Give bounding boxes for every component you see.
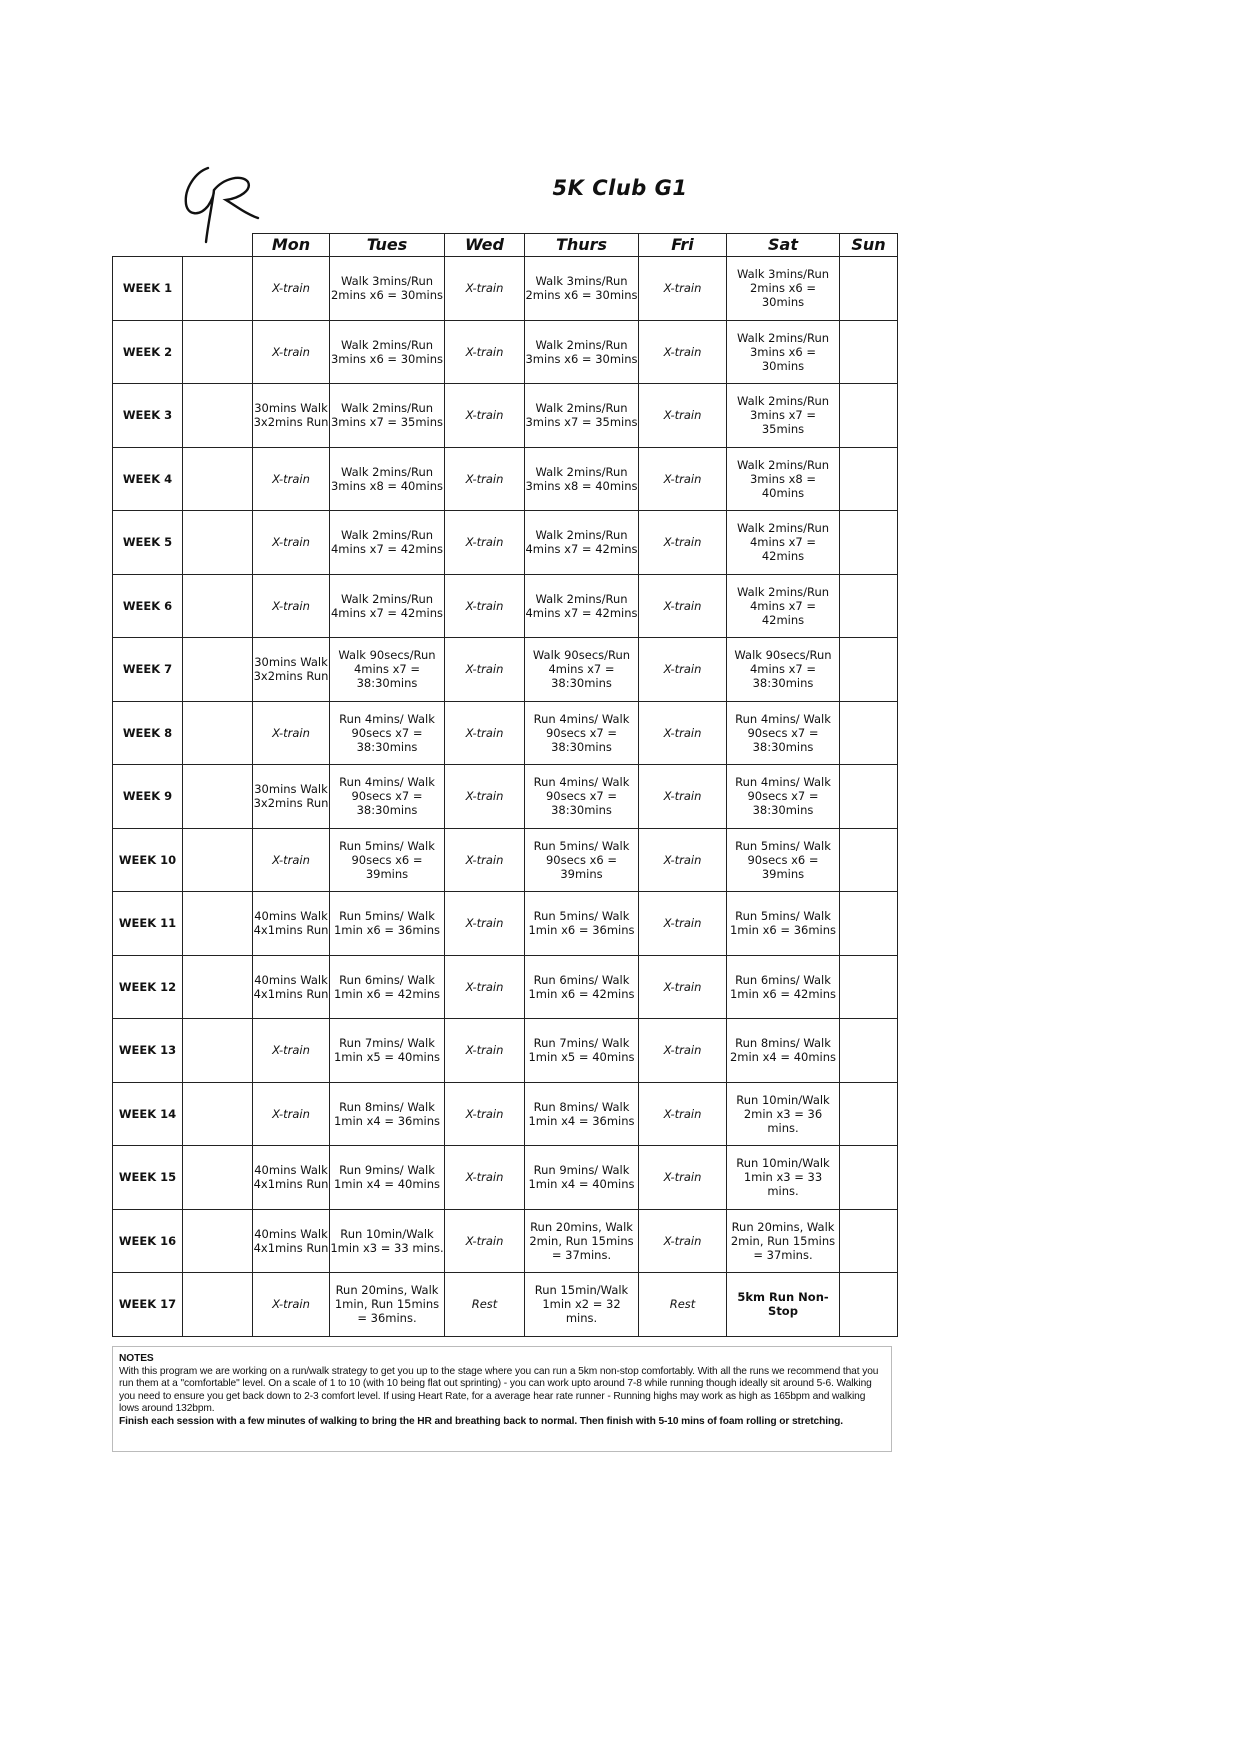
week-blank-cell	[183, 1019, 253, 1083]
workout-cell-mon: X-train	[253, 701, 330, 765]
workout-cell-wed: X-train	[445, 828, 525, 892]
workout-cell-thurs: Run 4mins/ Walk 90secs x7 = 38:30mins	[525, 701, 639, 765]
week-blank-cell	[183, 384, 253, 448]
week-blank-cell	[183, 511, 253, 575]
week-blank-cell	[183, 765, 253, 829]
workout-cell-tues: Walk 2mins/Run 3mins x8 = 40mins	[330, 447, 445, 511]
workout-cell-wed: X-train	[445, 955, 525, 1019]
week-row	[113, 892, 898, 956]
week-row	[113, 828, 898, 892]
week-blank-cell	[183, 1146, 253, 1210]
workout-cell-sat: Walk 2mins/Run 4mins x7 = 42mins	[727, 574, 840, 638]
page-title: 5K Club G1	[552, 176, 688, 200]
workout-cell-tues: Run 8mins/ Walk 1min x4 = 36mins	[330, 1082, 445, 1146]
workout-cell-sat: Walk 3mins/Run 2mins x6 = 30mins	[727, 257, 840, 321]
workout-cell-tues: Walk 3mins/Run 2mins x6 = 30mins	[330, 257, 445, 321]
week-blank-cell	[183, 892, 253, 956]
day-header: Fri	[639, 234, 727, 257]
workout-cell-thurs: Walk 2mins/Run 3mins x8 = 40mins	[525, 447, 639, 511]
workout-cell-fri: X-train	[639, 320, 727, 384]
week-row	[113, 1146, 898, 1210]
week-blank-cell	[183, 257, 253, 321]
workout-cell-sat: Run 10min/Walk 1min x3 = 33 mins.	[727, 1146, 840, 1210]
workout-cell-wed: X-train	[445, 1019, 525, 1083]
week-label: WEEK 9	[113, 765, 183, 829]
workout-cell-sat: Run 8mins/ Walk 2min x4 = 40mins	[727, 1019, 840, 1083]
workout-cell-fri: X-train	[639, 638, 727, 702]
week-row	[113, 511, 898, 575]
workout-cell-mon: X-train	[253, 320, 330, 384]
workout-cell-thurs: Run 5mins/ Walk 90secs x6 = 39mins	[525, 828, 639, 892]
workout-cell-tues: Run 10min/Walk 1min x3 = 33 mins.	[330, 1209, 445, 1273]
workout-cell-sun	[840, 1146, 898, 1210]
week-label: WEEK 8	[113, 701, 183, 765]
workout-cell-sun	[840, 828, 898, 892]
workout-cell-fri: X-train	[639, 828, 727, 892]
week-blank-cell	[183, 447, 253, 511]
workout-cell-sat: Run 4mins/ Walk 90secs x7 = 38:30mins	[727, 765, 840, 829]
day-header: Sun	[840, 234, 898, 257]
workout-cell-sat: Walk 2mins/Run 4mins x7 = 42mins	[727, 511, 840, 575]
header-blank	[113, 234, 183, 257]
workout-cell-wed: X-train	[445, 701, 525, 765]
week-label: WEEK 15	[113, 1146, 183, 1210]
workout-cell-sun	[840, 892, 898, 956]
workout-cell-wed: X-train	[445, 384, 525, 448]
notes-footer: Finish each session with a few minutes of walking to bring the HR and breathing back to normal. Then finish with 5-10 mins of foam rolling or stretching.	[119, 1415, 843, 1427]
workout-cell-mon: 30mins Walk 3x2mins Run	[253, 638, 330, 702]
workout-cell-tues: Run 5mins/ Walk 1min x6 = 36mins	[330, 892, 445, 956]
week-row	[113, 574, 898, 638]
workout-cell-fri: X-train	[639, 447, 727, 511]
week-row	[113, 765, 898, 829]
workout-cell-sat: Run 6mins/ Walk 1min x6 = 42mins	[727, 955, 840, 1019]
workout-cell-tues: Walk 90secs/Run 4mins x7 = 38:30mins	[330, 638, 445, 702]
workout-cell-wed: X-train	[445, 574, 525, 638]
workout-cell-sat: Walk 90secs/Run 4mins x7 = 38:30mins	[727, 638, 840, 702]
workout-cell-wed: Rest	[445, 1273, 525, 1337]
week-blank-cell	[183, 574, 253, 638]
day-header: Wed	[445, 234, 525, 257]
workout-cell-tues: Run 4mins/ Walk 90secs x7 = 38:30mins	[330, 765, 445, 829]
workout-cell-mon: 40mins Walk 4x1mins Run	[253, 892, 330, 956]
workout-cell-fri: Rest	[639, 1273, 727, 1337]
notes-box	[112, 1346, 892, 1452]
workout-cell-thurs: Run 5mins/ Walk 1min x6 = 36mins	[525, 892, 639, 956]
workout-cell-mon: X-train	[253, 574, 330, 638]
workout-cell-sun	[840, 1273, 898, 1337]
workout-cell-mon: 30mins Walk 3x2mins Run	[253, 384, 330, 448]
workout-cell-sun	[840, 320, 898, 384]
workout-cell-mon: X-train	[253, 257, 330, 321]
week-label: WEEK 14	[113, 1082, 183, 1146]
workout-cell-sun	[840, 1019, 898, 1083]
week-blank-cell	[183, 1082, 253, 1146]
week-row	[113, 1082, 898, 1146]
workout-cell-sun	[840, 955, 898, 1019]
week-label: WEEK 11	[113, 892, 183, 956]
week-label: WEEK 7	[113, 638, 183, 702]
workout-cell-mon: 40mins Walk 4x1mins Run	[253, 1146, 330, 1210]
workout-cell-tues: Run 20mins, Walk 1min, Run 15mins = 36mins.	[330, 1273, 445, 1337]
workout-cell-tues: Run 4mins/ Walk 90secs x7 = 38:30mins	[330, 701, 445, 765]
workout-cell-sat: Walk 2mins/Run 3mins x7 = 35mins	[727, 384, 840, 448]
workout-cell-mon: 30mins Walk 3x2mins Run	[253, 765, 330, 829]
workout-cell-thurs: Walk 2mins/Run 3mins x7 = 35mins	[525, 384, 639, 448]
workout-cell-thurs: Run 20mins, Walk 2min, Run 15mins = 37mins.	[525, 1209, 639, 1273]
workout-cell-thurs: Run 8mins/ Walk 1min x4 = 36mins	[525, 1082, 639, 1146]
workout-cell-fri: X-train	[639, 574, 727, 638]
workout-cell-tues: Walk 2mins/Run 4mins x7 = 42mins	[330, 574, 445, 638]
workout-cell-wed: X-train	[445, 765, 525, 829]
day-header: Mon	[253, 234, 330, 257]
workout-cell-mon: X-train	[253, 1273, 330, 1337]
week-row	[113, 1019, 898, 1083]
week-blank-cell	[183, 638, 253, 702]
week-row	[113, 955, 898, 1019]
workout-cell-wed: X-train	[445, 1209, 525, 1273]
workout-cell-sun	[840, 257, 898, 321]
workout-cell-tues: Walk 2mins/Run 3mins x6 = 30mins	[330, 320, 445, 384]
workout-cell-mon: X-train	[253, 1019, 330, 1083]
week-label: WEEK 2	[113, 320, 183, 384]
week-blank-cell	[183, 1273, 253, 1337]
workout-cell-fri: X-train	[639, 257, 727, 321]
workout-cell-thurs: Run 7mins/ Walk 1min x5 = 40mins	[525, 1019, 639, 1083]
week-row	[113, 320, 898, 384]
workout-cell-mon: X-train	[253, 1082, 330, 1146]
workout-cell-sun	[840, 447, 898, 511]
workout-cell-thurs: Walk 2mins/Run 4mins x7 = 42mins	[525, 574, 639, 638]
workout-cell-sat: Run 4mins/ Walk 90secs x7 = 38:30mins	[727, 701, 840, 765]
workout-cell-fri: X-train	[639, 955, 727, 1019]
workout-cell-mon: X-train	[253, 511, 330, 575]
workout-cell-mon: X-train	[253, 828, 330, 892]
week-blank-cell	[183, 1209, 253, 1273]
workout-cell-fri: X-train	[639, 701, 727, 765]
workout-cell-wed: X-train	[445, 511, 525, 575]
workout-cell-mon: 40mins Walk 4x1mins Run	[253, 955, 330, 1019]
day-header-row	[113, 234, 898, 257]
workout-cell-fri: X-train	[639, 1019, 727, 1083]
week-blank-cell	[183, 701, 253, 765]
workout-cell-sat: Walk 2mins/Run 3mins x6 = 30mins	[727, 320, 840, 384]
workout-cell-sat: Run 5mins/ Walk 1min x6 = 36mins	[727, 892, 840, 956]
week-label: WEEK 16	[113, 1209, 183, 1273]
workout-cell-sun	[840, 765, 898, 829]
workout-cell-wed: X-train	[445, 638, 525, 702]
notes-heading: NOTES	[119, 1353, 154, 1364]
workout-cell-fri: X-train	[639, 765, 727, 829]
workout-cell-thurs: Walk 90secs/Run 4mins x7 = 38:30mins	[525, 638, 639, 702]
workout-cell-sun	[840, 574, 898, 638]
workout-cell-fri: X-train	[639, 1082, 727, 1146]
header-blank	[183, 234, 253, 257]
workout-cell-sat: Walk 2mins/Run 3mins x8 = 40mins	[727, 447, 840, 511]
workout-cell-wed: X-train	[445, 892, 525, 956]
workout-cell-tues: Run 9mins/ Walk 1min x4 = 40mins	[330, 1146, 445, 1210]
week-label: WEEK 17	[113, 1273, 183, 1337]
workout-cell-thurs: Run 4mins/ Walk 90secs x7 = 38:30mins	[525, 765, 639, 829]
week-row	[113, 638, 898, 702]
workout-cell-thurs: Walk 2mins/Run 3mins x6 = 30mins	[525, 320, 639, 384]
week-row	[113, 447, 898, 511]
week-label: WEEK 13	[113, 1019, 183, 1083]
workout-cell-sun	[840, 384, 898, 448]
week-label: WEEK 10	[113, 828, 183, 892]
workout-cell-thurs: Run 9mins/ Walk 1min x4 = 40mins	[525, 1146, 639, 1210]
workout-cell-sat: Run 20mins, Walk 2min, Run 15mins = 37mins.	[727, 1209, 840, 1273]
workout-cell-fri: X-train	[639, 1209, 727, 1273]
workout-cell-wed: X-train	[445, 257, 525, 321]
week-row	[113, 701, 898, 765]
workout-cell-thurs: Walk 2mins/Run 4mins x7 = 42mins	[525, 511, 639, 575]
workout-cell-thurs: Run 15min/Walk 1min x2 = 32 mins.	[525, 1273, 639, 1337]
week-label: WEEK 3	[113, 384, 183, 448]
workout-cell-tues: Walk 2mins/Run 3mins x7 = 35mins	[330, 384, 445, 448]
workout-cell-tues: Run 6mins/ Walk 1min x6 = 42mins	[330, 955, 445, 1019]
workout-cell-sat: Run 10min/Walk 2min x3 = 36 mins.	[727, 1082, 840, 1146]
workout-cell-fri: X-train	[639, 892, 727, 956]
day-header: Thurs	[525, 234, 639, 257]
week-row	[113, 257, 898, 321]
training-plan-table	[112, 233, 898, 1337]
week-blank-cell	[183, 828, 253, 892]
workout-cell-mon: 40mins Walk 4x1mins Run	[253, 1209, 330, 1273]
workout-cell-fri: X-train	[639, 1146, 727, 1210]
workout-cell-mon: X-train	[253, 447, 330, 511]
week-blank-cell	[183, 955, 253, 1019]
workout-cell-wed: X-train	[445, 320, 525, 384]
week-label: WEEK 5	[113, 511, 183, 575]
workout-cell-thurs: Walk 3mins/Run 2mins x6 = 30mins	[525, 257, 639, 321]
workout-cell-fri: X-train	[639, 511, 727, 575]
workout-cell-sun	[840, 511, 898, 575]
workout-cell-sat: Run 5mins/ Walk 90secs x6 = 39mins	[727, 828, 840, 892]
day-header: Tues	[330, 234, 445, 257]
plan-body	[113, 257, 898, 1337]
workout-cell-thurs: Run 6mins/ Walk 1min x6 = 42mins	[525, 955, 639, 1019]
week-row	[113, 384, 898, 448]
week-label: WEEK 6	[113, 574, 183, 638]
workout-cell-tues: Walk 2mins/Run 4mins x7 = 42mins	[330, 511, 445, 575]
notes-body: With this program we are working on a run/walk strategy to get you up to the stage where you can run a 5km non-stop comfortably. With all the runs we recommend that you run them at a "comfortable" level. On a scale of 1 to 10 (with 10 being flat out sprinting) - you can work upto around 7-8 while running though ideally sit around 5-6. Walking you need to ensure you get back down to 2-3 comfort level. If using Heart Rate, for a average hear rate runner - Running highs may work as high as 165bpm and walking lows around 132bpm.	[119, 1365, 879, 1415]
workout-cell-fri: X-train	[639, 384, 727, 448]
week-blank-cell	[183, 320, 253, 384]
week-label: WEEK 4	[113, 447, 183, 511]
workout-cell-wed: X-train	[445, 1146, 525, 1210]
workout-cell-sun	[840, 638, 898, 702]
workout-cell-sun	[840, 1082, 898, 1146]
workout-cell-tues: Run 7mins/ Walk 1min x5 = 40mins	[330, 1019, 445, 1083]
week-row	[113, 1273, 898, 1337]
workout-cell-tues: Run 5mins/ Walk 90secs x6 = 39mins	[330, 828, 445, 892]
workout-cell-sun	[840, 1209, 898, 1273]
workout-cell-sat: 5km Run Non-Stop	[727, 1273, 840, 1337]
week-label: WEEK 12	[113, 955, 183, 1019]
workout-cell-wed: X-train	[445, 447, 525, 511]
workout-cell-sun	[840, 701, 898, 765]
week-row	[113, 1209, 898, 1273]
workout-cell-wed: X-train	[445, 1082, 525, 1146]
day-header: Sat	[727, 234, 840, 257]
week-label: WEEK 1	[113, 257, 183, 321]
